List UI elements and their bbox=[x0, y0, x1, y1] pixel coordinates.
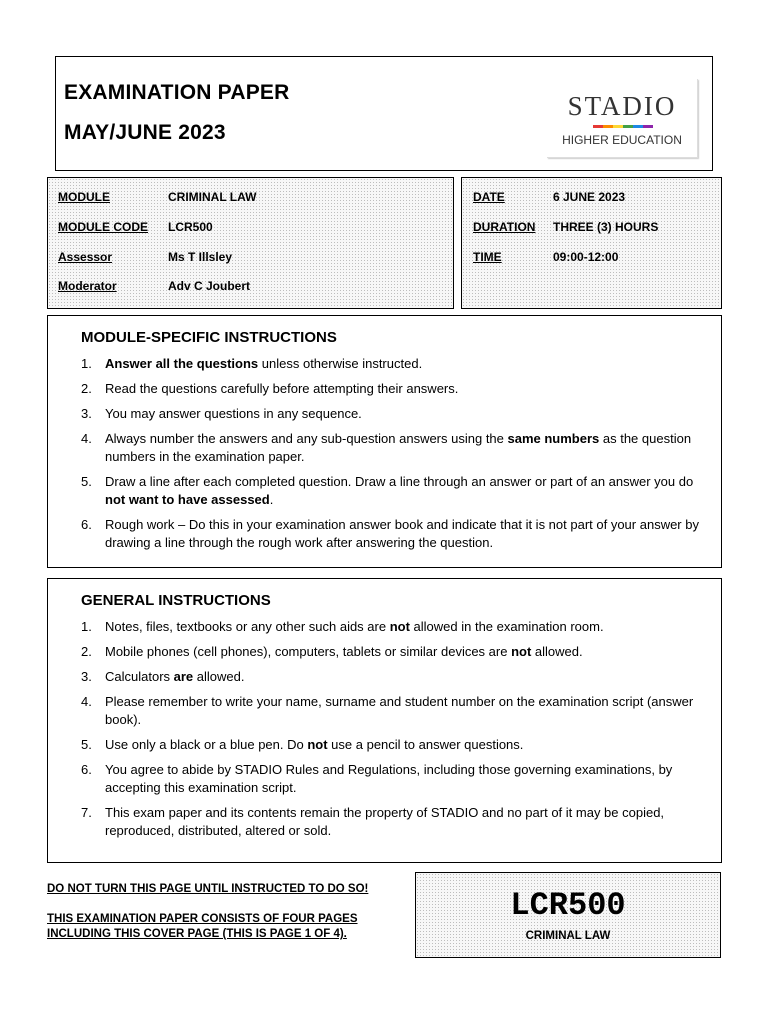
info-label: DATE bbox=[473, 190, 505, 204]
instruction-emphasis: not bbox=[389, 619, 410, 634]
instruction-text: Always number the answers and any sub-question answers using the bbox=[105, 431, 508, 446]
instruction-text: Mobile phones (cell phones), computers, tablets or similar devices are bbox=[105, 644, 512, 659]
logo-color-segment bbox=[633, 125, 643, 128]
logo-color-segment bbox=[593, 125, 603, 128]
instruction-number: 2. bbox=[81, 644, 92, 659]
logo-color-segment bbox=[623, 125, 633, 128]
instruction-text: You agree to abide by STADIO Rules and Regulations, including those governing examinations, by accepting this examination script. bbox=[105, 762, 673, 795]
exam-header bbox=[55, 56, 713, 171]
instruction-number: 1. bbox=[81, 619, 92, 634]
exam-session: MAY/JUNE 2023 bbox=[64, 121, 226, 144]
module-code-large: LCR500 bbox=[510, 887, 626, 924]
module-instructions-box bbox=[47, 315, 722, 568]
instruction-text: Notes, files, textbooks or any other such aids are bbox=[105, 619, 390, 634]
instruction-text: allowed. bbox=[531, 644, 583, 659]
instruction-number: 6. bbox=[81, 762, 92, 777]
instruction-text: . bbox=[269, 492, 274, 507]
do-not-turn-warning: DO NOT TURN THIS PAGE UNTIL INSTRUCTED TO DO SO! bbox=[47, 883, 369, 895]
info-value: Ms T Illsley bbox=[168, 250, 233, 264]
instruction-item bbox=[81, 473, 707, 509]
instruction-text: Please remember to write your name, surname and student number on the examination script (answer book). bbox=[105, 694, 694, 727]
instruction-text: Read the questions carefully before attempting their answers. bbox=[105, 381, 459, 396]
general-instructions-box bbox=[47, 578, 722, 863]
instruction-emphasis: same numbers bbox=[507, 431, 600, 446]
info-label: MODULE bbox=[58, 190, 110, 204]
instruction-text: allowed. bbox=[193, 669, 245, 684]
schedule-info-box bbox=[461, 177, 722, 309]
info-value: 6 JUNE 2023 bbox=[553, 190, 626, 204]
module-instructions-title: MODULE-SPECIFIC INSTRUCTIONS bbox=[81, 329, 337, 346]
logo-color-bar bbox=[593, 125, 653, 128]
instruction-number: 7. bbox=[81, 805, 92, 820]
instruction-item bbox=[81, 380, 707, 398]
instruction-number: 6. bbox=[81, 517, 92, 532]
instruction-number: 4. bbox=[81, 431, 92, 446]
instruction-item bbox=[81, 668, 707, 686]
instruction-text: as the question numbers in the examination paper. bbox=[105, 431, 692, 464]
general-instructions-title: GENERAL INSTRUCTIONS bbox=[81, 592, 271, 609]
info-value: Adv C Joubert bbox=[168, 279, 251, 293]
instruction-text: Draw a line after each completed question. Draw a line through an answer or part of an answer you do bbox=[105, 474, 694, 489]
instruction-text: allowed in the examination room. bbox=[409, 619, 604, 634]
logo-subtitle: HIGHER EDUCATION bbox=[562, 133, 682, 147]
instruction-number: 4. bbox=[81, 694, 92, 709]
module-code-box bbox=[415, 872, 721, 958]
logo-color-segment bbox=[613, 125, 623, 128]
info-label: Assessor bbox=[58, 250, 113, 264]
instruction-item bbox=[81, 405, 707, 423]
instruction-item bbox=[81, 804, 707, 840]
instruction-emphasis: Answer all the questions bbox=[105, 356, 259, 371]
module-name-label: CRIMINAL LAW bbox=[525, 930, 611, 942]
logo-name: STADIO bbox=[567, 91, 677, 121]
instruction-emphasis: are bbox=[173, 669, 194, 684]
instruction-item bbox=[81, 736, 707, 754]
page-count-line-1: THIS EXAMINATION PAPER CONSISTS OF FOUR PAGES bbox=[47, 913, 358, 925]
info-label: DURATION bbox=[473, 220, 536, 234]
instruction-item bbox=[81, 430, 707, 466]
module-instructions-list bbox=[81, 355, 707, 559]
info-value: CRIMINAL LAW bbox=[168, 190, 257, 204]
instruction-text: Calculators bbox=[105, 669, 174, 684]
instruction-text: unless otherwise instructed. bbox=[258, 356, 423, 371]
instruction-text: You may answer questions in any sequence. bbox=[105, 406, 362, 421]
instruction-item bbox=[81, 693, 707, 729]
instruction-item bbox=[81, 618, 707, 636]
page-count-line-2: INCLUDING THIS COVER PAGE (THIS IS PAGE 1 OF 4). bbox=[47, 928, 347, 940]
exam-title: EXAMINATION PAPER bbox=[64, 81, 290, 104]
instruction-number: 5. bbox=[81, 474, 92, 489]
module-info-box bbox=[47, 177, 454, 309]
general-instructions-list bbox=[81, 618, 707, 847]
instruction-number: 3. bbox=[81, 406, 92, 421]
instruction-number: 1. bbox=[81, 356, 92, 371]
instruction-number: 5. bbox=[81, 737, 92, 752]
info-label: TIME bbox=[473, 250, 502, 264]
instruction-number: 3. bbox=[81, 669, 92, 684]
info-value: LCR500 bbox=[168, 220, 213, 234]
instruction-item bbox=[81, 355, 707, 373]
instruction-item bbox=[81, 516, 707, 552]
instruction-text: This exam paper and its contents remain the property of STADIO and no part of it may be copied, reproduced, distributed, altered or sold. bbox=[105, 805, 665, 838]
instruction-item bbox=[81, 761, 707, 797]
instruction-text: use a pencil to answer questions. bbox=[327, 737, 524, 752]
info-value: THREE (3) HOURS bbox=[553, 220, 659, 234]
logo-color-segment bbox=[643, 125, 653, 128]
logo-color-segment bbox=[603, 125, 613, 128]
instruction-emphasis: not bbox=[511, 644, 532, 659]
instruction-text: Use only a black or a blue pen. Do bbox=[105, 737, 308, 752]
instruction-number: 2. bbox=[81, 381, 92, 396]
instruction-text: Rough work – Do this in your examination answer book and indicate that it is not part of your answer by drawing a line through the rough work after answering the question. bbox=[105, 517, 699, 550]
instruction-item bbox=[81, 643, 707, 661]
info-value: 09:00-12:00 bbox=[553, 250, 619, 264]
instruction-emphasis: not want to have assessed bbox=[105, 492, 270, 507]
stadio-logo bbox=[547, 79, 698, 158]
info-label: Moderator bbox=[58, 279, 117, 293]
instruction-emphasis: not bbox=[307, 737, 328, 752]
info-label: MODULE CODE bbox=[58, 220, 148, 234]
